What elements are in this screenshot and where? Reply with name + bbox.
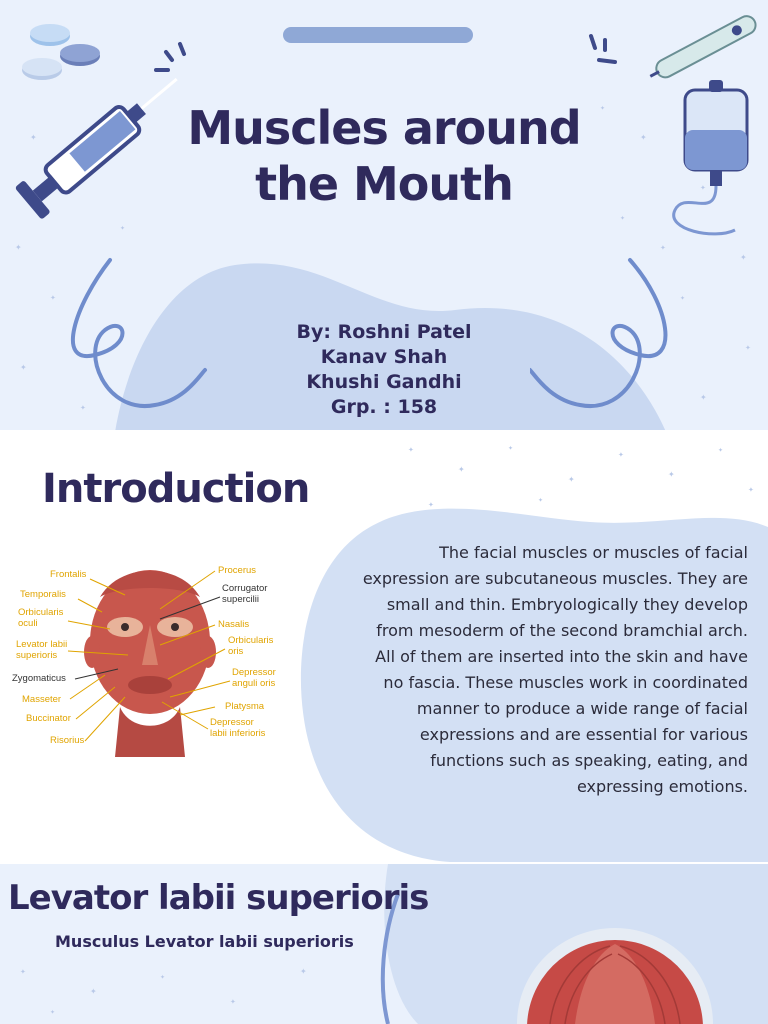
svg-text:✦: ✦ [458,465,465,474]
figure-label: labii inferioris [210,728,266,739]
svg-text:✦: ✦ [20,363,27,372]
svg-text:✦: ✦ [680,295,686,302]
svg-text:✦: ✦ [718,447,724,454]
star-sprinkle-background [368,432,768,522]
svg-text:✦: ✦ [408,446,414,454]
section-heading: Levator labii superioris [8,878,429,918]
figure-label: Procerus [218,565,257,576]
figure-label: anguli oris [232,678,276,689]
thermometer-icon [640,0,768,90]
svg-text:✦: ✦ [230,998,236,1006]
svg-text:✦: ✦ [600,105,606,112]
figure-label: Platysma [225,701,265,712]
svg-text:✦: ✦ [80,404,86,412]
figure-label: Levator labii [16,639,68,650]
svg-text:✦: ✦ [50,1009,56,1016]
introduction-slide [0,432,768,862]
svg-text:✦: ✦ [668,470,675,479]
svg-text:✦: ✦ [660,244,666,252]
sparkle-lines-icon [150,40,190,80]
figure-label: Frontalis [50,569,87,580]
author-line: By: Roshni Patel [296,321,472,343]
svg-text:✦: ✦ [748,486,754,494]
svg-text:✦: ✦ [568,475,575,484]
figure-label: Depressor [210,717,254,728]
introduction-paragraph: The facial muscles or muscles of facial expression are subcutaneous muscles. They are small and thin. Embryologically they develop from mesoderm of the second bramchial arch. All of them are inserted into the skin and have no fascia. These muscles work in coordinated manner to produce a wide range of facial expressions and are essential for various functions such as speaking, eating, and expressing emotions. [362,543,748,796]
svg-text:✦: ✦ [15,243,22,252]
figure-label: superioris [16,650,58,661]
title-slide [0,0,768,430]
group-number: Grp. : 158 [330,396,438,418]
svg-text:✦: ✦ [50,294,56,302]
figure-label: Orbicularis [228,635,274,646]
figure-label: Depressor [232,667,276,678]
author-line: Khushi Gandhi [306,371,462,393]
svg-text:✦: ✦ [700,184,706,192]
svg-text:✦: ✦ [740,253,747,262]
figure-label: oris [228,646,244,657]
figure-label: supercilii [222,594,259,605]
figure-label: Nasalis [218,619,250,630]
svg-text:✦: ✦ [30,133,37,142]
svg-text:✦: ✦ [618,451,624,459]
presentation-title: Muscles around the Mouth [187,101,581,211]
figure-label: Masseter [22,694,62,705]
svg-text:✦: ✦ [538,497,544,504]
figure-label: Orbicularis [18,607,64,618]
svg-text:✦: ✦ [640,133,647,142]
figure-label: Buccinator [26,713,71,724]
svg-text:✦: ✦ [508,445,514,452]
svg-text:✦: ✦ [120,225,126,232]
svg-text:✦: ✦ [700,393,707,402]
svg-text:✦: ✦ [90,987,97,996]
svg-text:✦: ✦ [300,967,307,976]
figure-label: Zygomaticus [12,673,66,684]
figure-label: Corrugator [222,583,268,594]
svg-text:✦: ✦ [160,974,166,981]
figure-label: Risorius [50,735,85,746]
top-decor-bar [283,27,473,43]
muscle-head-image [510,924,720,1024]
svg-text:✦: ✦ [745,344,751,352]
sparkle-lines-icon [585,32,625,72]
facial-muscles-diagram [10,557,295,757]
levator-labii-slide [0,864,768,1024]
author-line: Kanav Shah [320,346,448,368]
figure-label: Temporalis [20,589,66,600]
section-heading: Introduction [42,466,310,512]
figure-label: oculi [18,618,38,629]
authors-block [0,320,768,420]
svg-text:✦: ✦ [428,501,434,509]
svg-text:✦: ✦ [20,968,26,976]
svg-text:✦: ✦ [620,215,626,222]
section-subheading: Musculus Levator labii superioris [55,932,354,951]
